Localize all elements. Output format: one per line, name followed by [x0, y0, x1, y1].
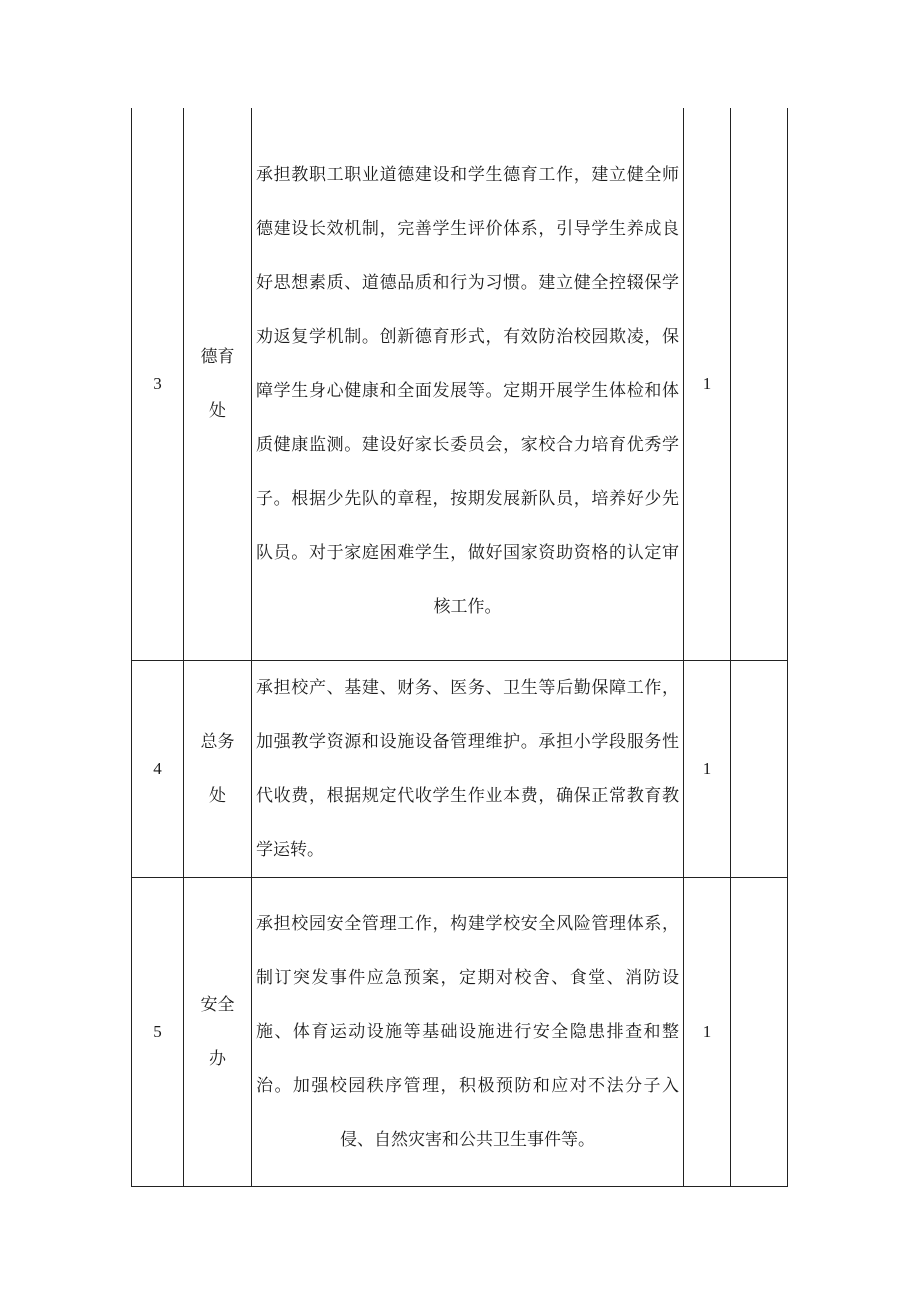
row-number-cell	[132, 108, 184, 661]
department-name: 总务处	[200, 732, 235, 806]
count-cell	[684, 878, 731, 1187]
description-cell	[252, 108, 684, 661]
table-row	[132, 878, 788, 1187]
description-cell	[252, 878, 684, 1187]
department-cell	[184, 108, 252, 661]
row-number: 4	[153, 759, 162, 778]
row-number: 3	[153, 374, 162, 393]
staff-count: 1	[702, 374, 712, 393]
department-name: 德育处	[200, 347, 235, 421]
table-row	[132, 661, 788, 878]
staff-count: 1	[702, 759, 712, 778]
description-cell	[252, 661, 684, 878]
note-cell	[731, 108, 788, 661]
duty-description: 承担校园安全管理工作，构建学校安全风险管理体系，制订突发事件应急预案，定期对校舍、食堂、消防设施、体育运动设施等基础设施进行安全隐患排查和整治。加强校园秩序管理，积极预防和应对不法分子入侵、自然灾害和公共卫生事件等。	[256, 914, 679, 1150]
count-cell	[684, 108, 731, 661]
count-cell	[684, 661, 731, 878]
note-cell	[731, 878, 788, 1187]
duty-description: 承担校产、基建、财务、医务、卫生等后勤保障工作，加强教学资源和设施设备管理维护。承担小学段服务性代收费，根据规定代收学生作业本费，确保正常教育教学运转。	[256, 678, 679, 860]
department-cell	[184, 878, 252, 1187]
row-number-cell	[132, 661, 184, 878]
row-number: 5	[153, 1022, 162, 1041]
department-cell	[184, 661, 252, 878]
duty-description: 承担教职工职业道德建设和学生德育工作，建立健全师德建设长效机制，完善学生评价体系，引导学生养成良好思想素质、道德品质和行为习惯。建立健全控辍保学劝返复学机制。创新德育形式，有效防治校园欺凌，保障学生身心健康和全面发展等。定期开展学生体检和体质健康监测。建设好家长委员会，家校合力培育优秀学子。根据少先队的章程，按期发展新队员，培养好少先队员。对于家庭困难学生，做好国家资助资格的认定审核工作。	[256, 165, 679, 617]
department-name: 安全办	[200, 995, 235, 1069]
table-row	[132, 108, 788, 661]
department-duties-table-wrapper	[131, 108, 787, 1187]
note-cell	[731, 661, 788, 878]
row-number-cell	[132, 878, 184, 1187]
department-duties-table	[131, 108, 788, 1187]
staff-count: 1	[702, 1022, 712, 1041]
